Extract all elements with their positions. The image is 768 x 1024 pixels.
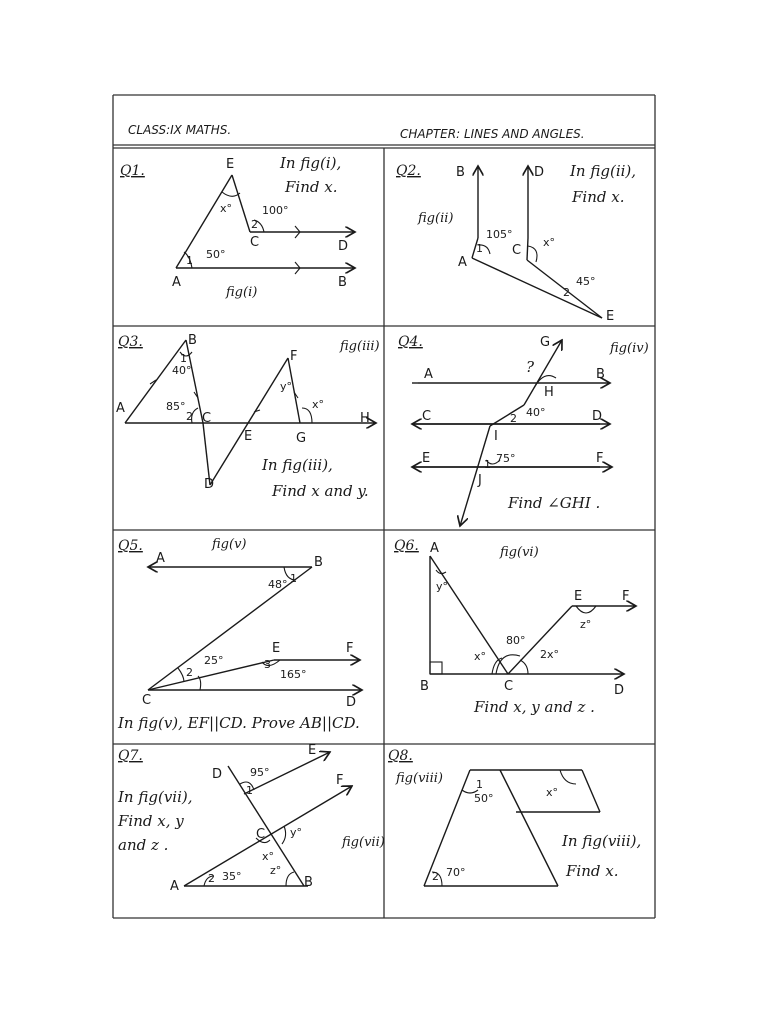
angle-label: 3 [264, 658, 271, 671]
question-number: Q1. [120, 163, 145, 179]
chapter-label: CHAPTER: LINES AND ANGLES. [400, 127, 585, 141]
figure-label: fig(viii) [396, 771, 443, 786]
point-label: B [314, 555, 323, 570]
point-label: A [430, 541, 439, 556]
point-label: A [172, 275, 181, 290]
point-label: C [422, 409, 432, 424]
angle-label: x° [220, 202, 233, 215]
question-4 [398, 334, 649, 526]
question-instruction: In fig(viii), [562, 832, 642, 850]
angle-label: 35° [222, 870, 242, 883]
angle-label: 1 [476, 242, 483, 255]
angle-label: 95° [250, 766, 270, 779]
question-3 [116, 333, 380, 500]
angle-label: 2x° [540, 648, 560, 661]
point-label: D [592, 409, 603, 424]
angle-label: y° [280, 380, 293, 393]
angle-label: 1 [290, 572, 297, 585]
point-label: A [116, 401, 125, 416]
point-label: C [202, 411, 212, 426]
angle-label: 48° [268, 578, 288, 591]
angle-label: 2 [251, 218, 258, 231]
point-label: A [156, 551, 165, 566]
class-label: CLASS:IX MATHS. [128, 123, 232, 137]
point-label: D [338, 239, 349, 254]
point-label: J [478, 473, 482, 488]
question-instruction: In fig(iii), [262, 456, 333, 474]
angle-label: 2 [186, 410, 193, 423]
point-label: D [614, 683, 625, 698]
point-label: F [346, 641, 354, 656]
point-label: G [296, 431, 307, 446]
angle-label: 75° [496, 452, 516, 465]
angle-label: 2 [432, 870, 439, 883]
point-label: C [256, 827, 266, 842]
angle-label: 2 [186, 666, 193, 679]
angle-label: 100° [262, 204, 289, 217]
question-7 [117, 743, 385, 894]
angle-label: 2 [208, 872, 215, 885]
point-label: F [596, 451, 604, 466]
point-label: E [574, 589, 583, 604]
point-label: D [534, 165, 545, 180]
angle-label: z° [270, 864, 282, 877]
angle-label: 1 [476, 778, 483, 791]
point-label: A [424, 367, 433, 382]
point-label: B [420, 679, 429, 694]
angle-label: x° [474, 650, 487, 663]
point-label: E [606, 309, 615, 324]
question-instruction: In fig(v), EF||CD. Prove AB||CD. [118, 714, 360, 732]
point-label: A [170, 879, 179, 894]
angle-label: 1 [180, 352, 187, 365]
question-instruction: Find ∠GHI . [508, 494, 601, 512]
angle-label: x° [543, 236, 556, 249]
angle-label: 1 [186, 254, 193, 267]
point-label: B [188, 333, 197, 348]
point-label: B [456, 165, 465, 180]
point-label: E [244, 429, 253, 444]
angle-label: 105° [486, 228, 513, 241]
angle-label: 2 [563, 286, 570, 299]
point-label: B [304, 875, 313, 890]
point-label: B [596, 367, 605, 382]
point-label: D [204, 477, 215, 492]
figure-label: fig(iii) [340, 339, 380, 354]
figure-5-diagram [148, 567, 362, 690]
angle-label: 85° [166, 400, 186, 413]
question-number: Q3. [118, 334, 143, 350]
angle-label: 50° [474, 792, 494, 805]
question-5 [117, 537, 362, 732]
figure-label: fig(vi) [500, 545, 539, 560]
point-label: F [622, 589, 630, 604]
point-label: C [504, 679, 514, 694]
angle-label: y° [290, 826, 303, 839]
angle-label: 1 [484, 458, 491, 471]
point-label: F [336, 773, 344, 788]
angle-label: 1 [246, 784, 253, 797]
question-instruction: Find x. [572, 188, 625, 206]
point-label: D [346, 695, 357, 710]
angle-label: ? [526, 358, 535, 376]
figure-3-diagram [125, 340, 376, 485]
point-label: B [338, 275, 347, 290]
point-label: I [494, 429, 498, 444]
angle-label: 25° [204, 654, 224, 667]
question-number: Q5. [118, 538, 143, 554]
point-label: C [512, 243, 522, 258]
angle-label: 40° [172, 364, 192, 377]
question-instruction: In fig(vii), [118, 788, 193, 806]
angle-label: 80° [506, 634, 526, 647]
question-6 [394, 538, 636, 716]
point-label: E [226, 157, 235, 172]
question-instruction: Find x, y and z . [474, 698, 595, 716]
figure-label: fig(ii) [418, 211, 454, 226]
figure-label: fig(iv) [610, 341, 649, 356]
point-label: E [272, 641, 281, 656]
angle-label: x° [262, 850, 275, 863]
question-instruction: Find x. [566, 862, 619, 880]
point-label: G [540, 335, 551, 350]
angle-label: 70° [446, 866, 466, 879]
question-instruction: Find x, y [118, 812, 184, 830]
angle-label: 50° [206, 248, 226, 261]
angle-label: z° [580, 618, 592, 631]
question-instruction: In fig(i), [280, 154, 342, 172]
angle-label: x° [312, 398, 325, 411]
figure-label: fig(vii) [342, 835, 385, 850]
point-label: C [250, 235, 260, 250]
point-label: H [360, 411, 370, 426]
angle-label: 165° [280, 668, 307, 681]
point-label: C [142, 693, 152, 708]
question-instruction: Find x and y. [272, 482, 369, 500]
point-label: D [212, 767, 223, 782]
question-instruction: In fig(ii), [570, 162, 637, 180]
question-2 [396, 162, 636, 324]
point-label: H [544, 385, 554, 400]
question-1 [120, 154, 355, 300]
angle-label: 40° [526, 406, 546, 419]
question-number: Q6. [394, 538, 419, 554]
question-number: Q4. [398, 334, 423, 350]
angle-label: x° [546, 786, 559, 799]
figure-6-diagram [430, 556, 636, 674]
angle-label: y° [436, 580, 449, 593]
question-instruction: Find x. [285, 178, 338, 196]
point-label: E [308, 743, 317, 758]
point-label: E [422, 451, 431, 466]
angle-label: 45° [576, 275, 596, 288]
question-number: Q2. [396, 163, 421, 179]
figure-label: fig(i) [226, 285, 258, 300]
question-8 [388, 748, 641, 886]
question-instruction: and z . [118, 836, 169, 854]
figure-label: fig(v) [212, 537, 247, 552]
question-number: Q8. [388, 748, 413, 764]
angle-label: 2 [510, 412, 517, 425]
point-label: F [290, 349, 298, 364]
point-label: A [458, 255, 467, 270]
question-number: Q7. [118, 748, 143, 764]
